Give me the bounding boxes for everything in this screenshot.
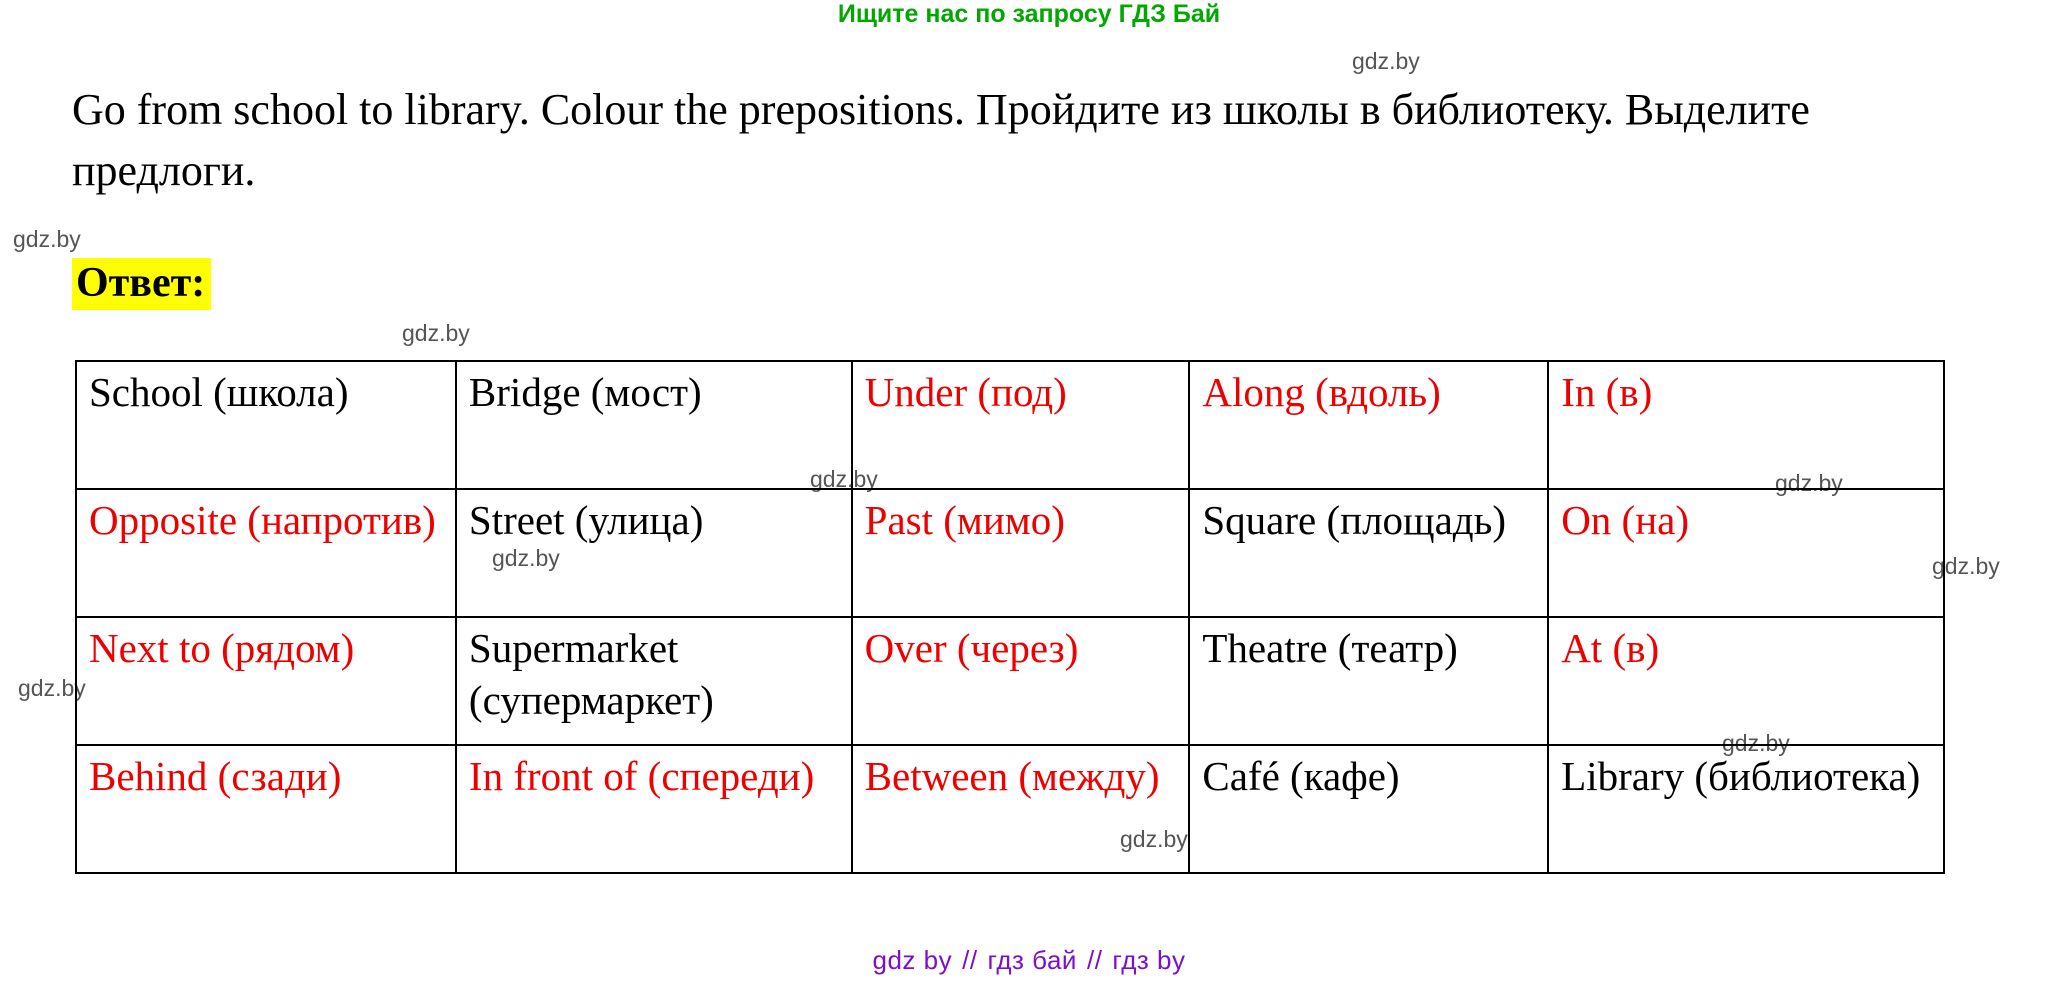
table-cell: Opposite (напротив)	[76, 489, 456, 617]
watermark: gdz.by	[13, 226, 81, 252]
table-cell: In front of (спереди)	[456, 745, 852, 873]
table-row	[76, 361, 1944, 489]
answer-heading-wrapper	[72, 258, 211, 310]
table-cell: Behind (сзади)	[76, 745, 456, 873]
table-cell: Theatre (театр)	[1189, 617, 1548, 745]
watermark: gdz.by	[1722, 730, 1790, 756]
footer-link-1[interactable]: gdz by	[872, 945, 953, 975]
table-row	[76, 617, 1944, 745]
watermark: gdz.by	[1120, 826, 1188, 852]
footer-link-2[interactable]: гдз бай	[987, 945, 1077, 975]
footer-separator: //	[962, 945, 978, 975]
watermark: gdz.by	[492, 545, 560, 571]
table-cell: On (на)	[1548, 489, 1944, 617]
table-cell: Under (под)	[852, 361, 1190, 489]
table-cell: Between (между)	[852, 745, 1190, 873]
table-cell: In (в)	[1548, 361, 1944, 489]
table-cell: Next to (рядом)	[76, 617, 456, 745]
footer-link-3[interactable]: гдз by	[1112, 945, 1186, 975]
table-cell: Past (мимо)	[852, 489, 1190, 617]
table-cell: Café (кафе)	[1189, 745, 1548, 873]
exercise-instruction: Go from school to library. Colour the prepositions. Пройдите из школы в библиотеку. Выделите предлоги.	[72, 85, 1810, 195]
watermark: gdz.by	[18, 675, 86, 701]
prepositions-table	[75, 360, 1945, 874]
promo-banner: Ищите нас по запросу ГДЗ Бай	[837, 0, 1221, 28]
table-cell: School (школа)	[76, 361, 456, 489]
footer-links	[0, 945, 2058, 976]
table-cell: Along (вдоль)	[1189, 361, 1548, 489]
answer-heading: Ответ:	[72, 258, 211, 310]
table-cell: Over (через)	[852, 617, 1190, 745]
watermark: gdz.by	[1932, 553, 2000, 579]
table-cell: Supermarket (супермаркет)	[456, 617, 852, 745]
watermark: gdz.by	[810, 466, 878, 492]
table-cell: At (в)	[1548, 617, 1944, 745]
table-cell: Street (улица)	[456, 489, 852, 617]
table-cell: Library (библиотека)	[1548, 745, 1944, 873]
table-cell: Bridge (мост)	[456, 361, 852, 489]
table-row	[76, 489, 1944, 617]
footer-separator: //	[1086, 945, 1103, 975]
watermark: gdz.by	[1352, 48, 1420, 74]
table-row	[76, 745, 1944, 873]
table-cell: Square (площадь)	[1189, 489, 1548, 617]
watermark: gdz.by	[1775, 470, 1843, 496]
watermark: gdz.by	[402, 320, 470, 346]
